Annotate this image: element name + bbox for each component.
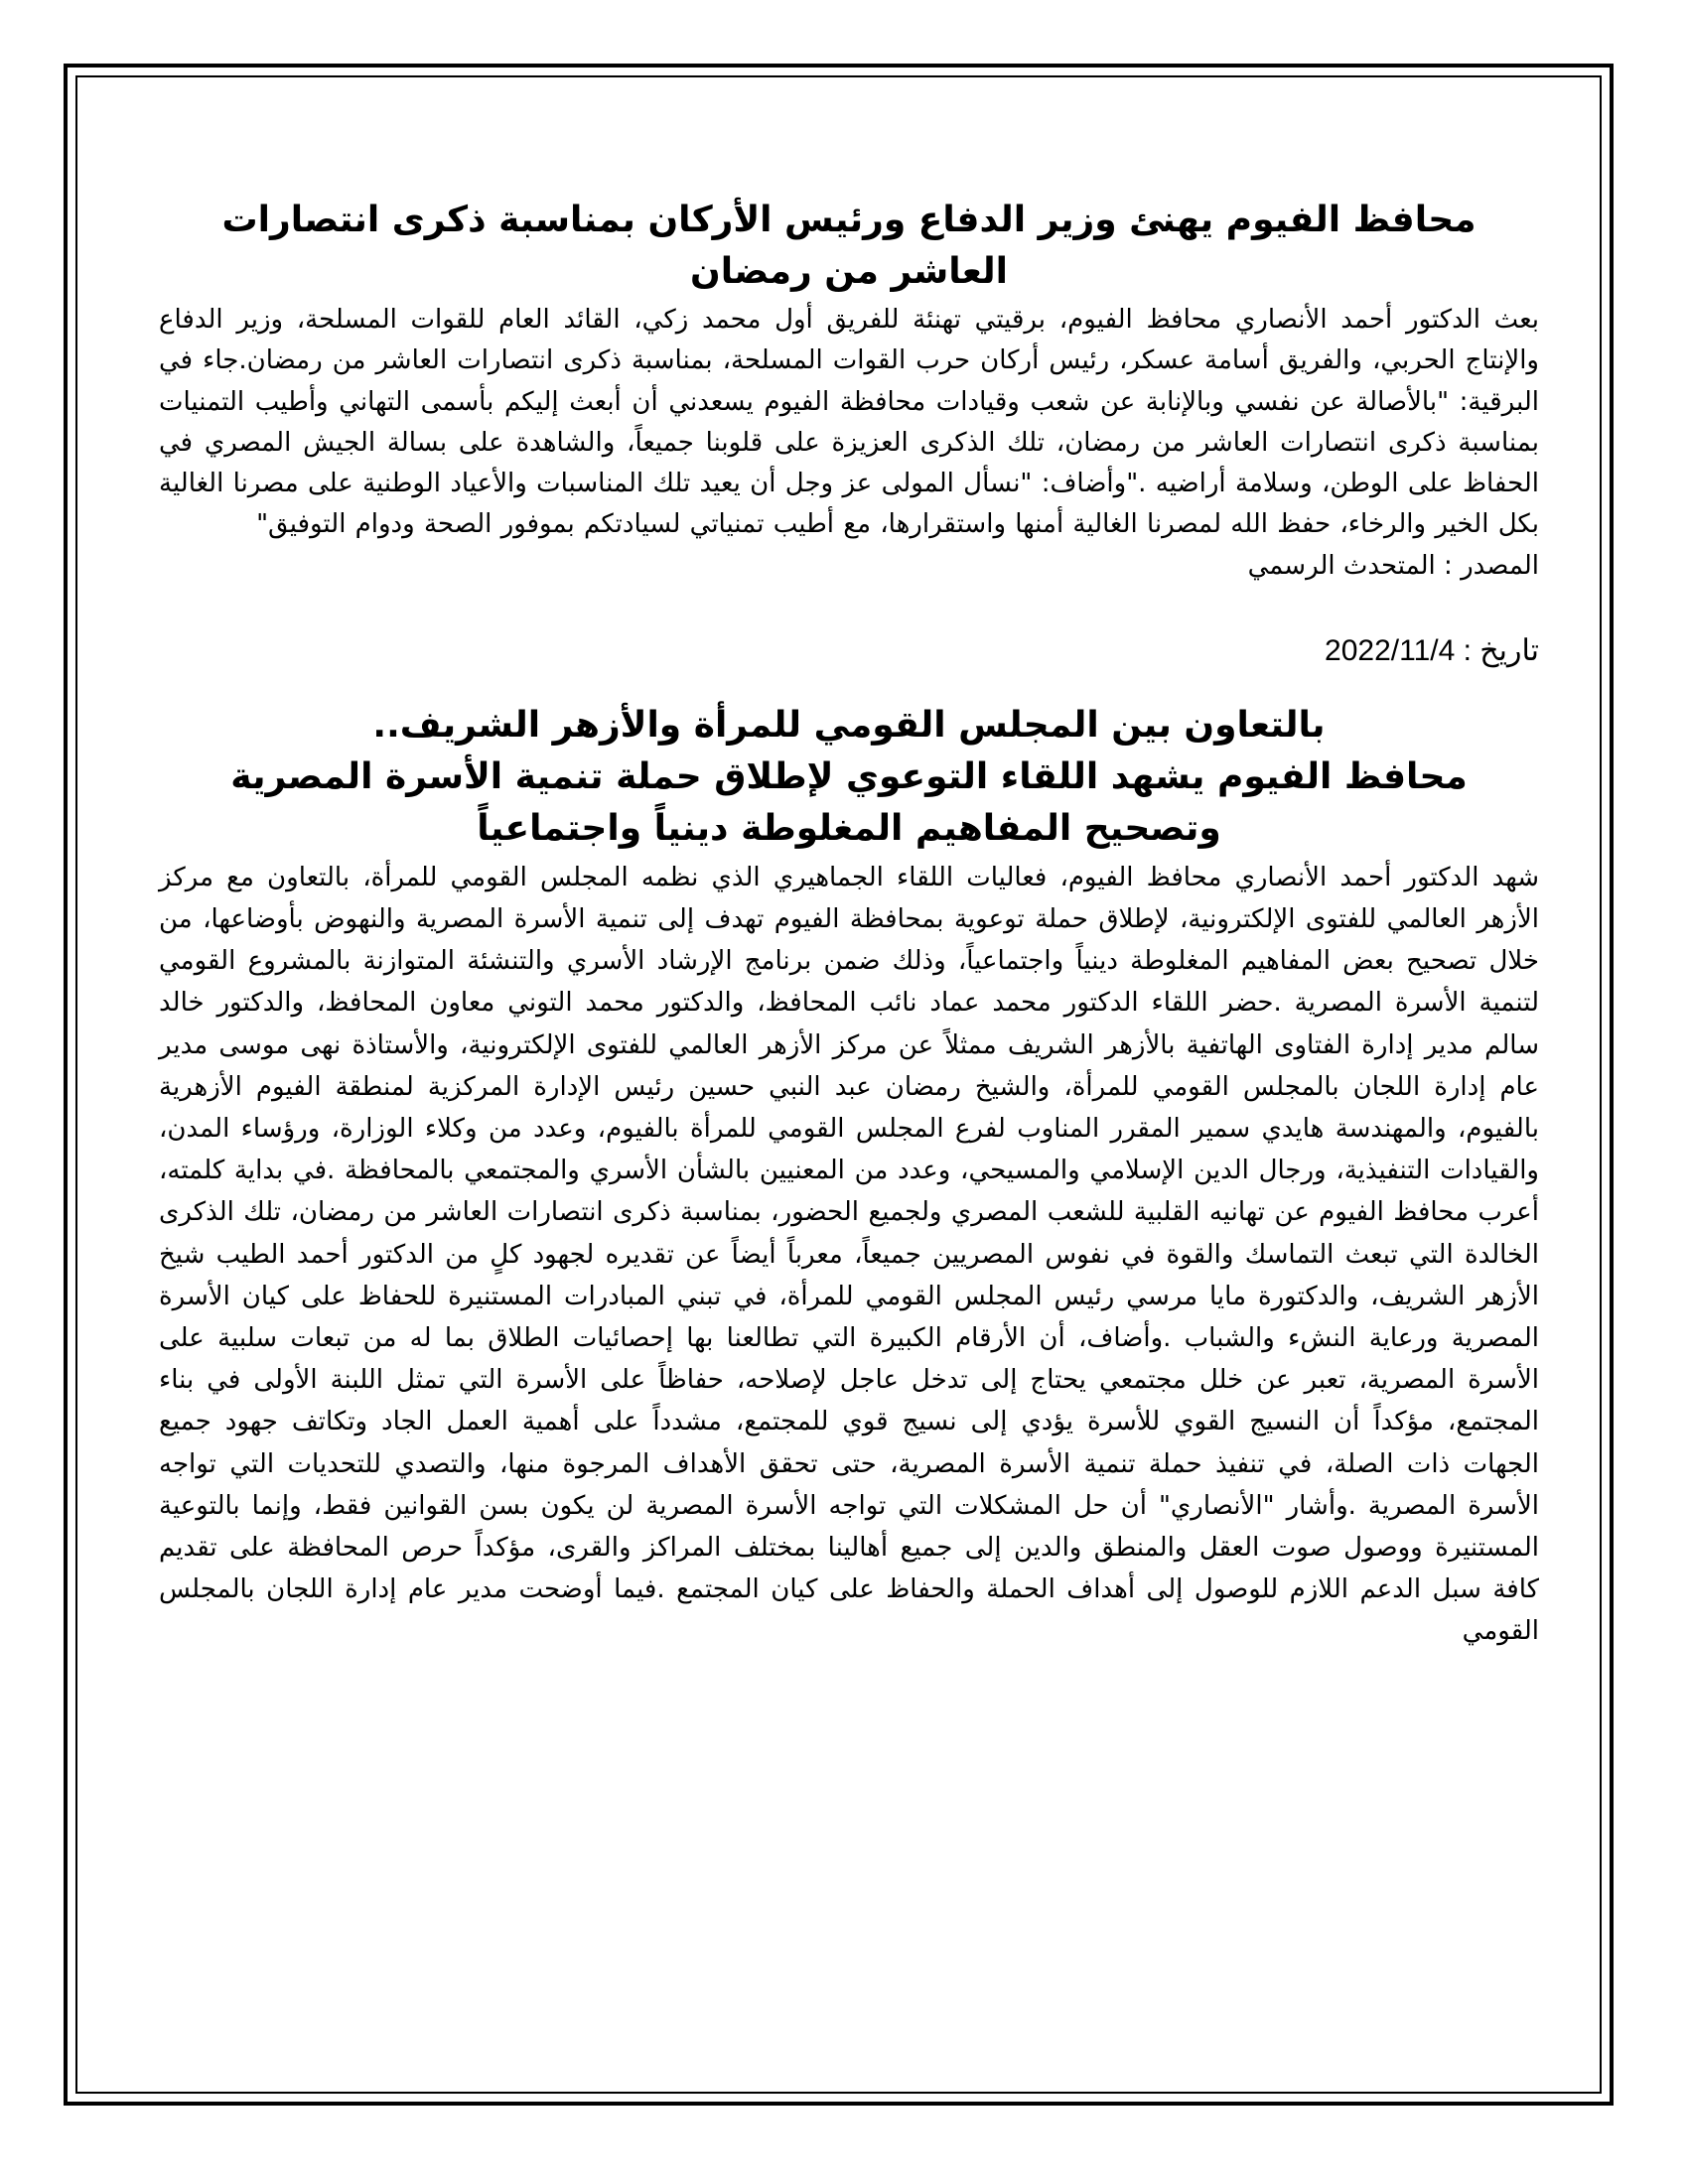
article-1-date: تاريخ : 2022/11/4 [1325, 633, 1539, 667]
article-1-title: محافظ الفيوم يهنئ وزير الدفاع ورئيس الأركان بمناسبة ذكرى انتصارات العاشر من رمضان [221, 200, 1477, 292]
article-1-body: بعث الدكتور أحمد الأنصاري محافظ الفيوم، برقيتي تهنئة للفريق أول محمد زكي، القائد العام للقوات المسلحة، وزير الدفاع والإنتاج الحربي، والفريق أسامة عسكر، رئيس أركان حرب القوات المسلحة، بمناسبة ذكرى انتصارات العاشر من رمضان.جاء في البرقية: "بالأصالة عن نفسي وبالإنابة عن شعب وقيادات محافظة الفيوم يسعدني أن أبعث إليكم بأسمى التهاني وأطيب التمنيات بمناسبة ذكرى انتصارات العاشر من رمضان، تلك الذكرى العزيزة على قلوبنا جميعاً، والشاهدة على بسالة الجيش المصري في الحفاظ على الوطن، وسلامة أراضيه ."وأضاف: "نسأل المولى عز وجل أن يعيد تلك المناسبات والأعياد الوطنية على مصرنا الغالية بكل الخير والرخاء، حفظ الله لمصرنا الغالية أمنها واستقرارها، مع أطيب تمنياتي لسيادتكم بموفور الصحة ودوام التوفيق" [159, 305, 1539, 540]
article-1-source: المصدر : المتحدث الرسمي [1247, 550, 1539, 581]
article-2-body: شهد الدكتور أحمد الأنصاري محافظ الفيوم، فعاليات اللقاء الجماهيري الذي نظمه المجلس القومي للمرأة، بالتعاون مع مركز الأزهر العالمي للفتوى الإلكترونية، لإطلاق حملة توعوية بمحافظة الفيوم تهدف إلى تنمية الأسرة المصرية والنهوض بأوضاعها، من خلال تصحيح بعض المفاهيم المغلوطة دينياً واجتماعياً، وذلك ضمن برنامج الإرشاد الأسري والتنشئة المتوازنة بالمشروع القومي لتنمية الأسرة المصرية .حضر اللقاء الدكتور محمد عماد نائب المحافظ، والدكتور محمد التوني معاون المحافظ، والدكتور خالد سالم مدير إدارة الفتاوى الهاتفية بالأزهر الشريف ممثلاً عن مركز الأزهر العالمي للفتوى الإلكترونية، والأستاذة نهى موسى مدير عام إدارة اللجان بالمجلس القومي للمرأة، والشيخ رمضان عبد النبي حسين رئيس الإدارة المركزية لمنطقة الفيوم الأزهرية بالفيوم، والمهندسة هايدي سمير المقرر المناوب لفرع المجلس القومي للمرأة بالفيوم، وعدد من وكلاء الوزارة، ورؤساء المدن، والقيادات التنفيذية، ورجال الدين الإسلامي والمسيحي، وعدد من المعنيين بالشأن الأسري والمجتمعي بالمحافظة .في بداية كلمته، أعرب محافظ الفيوم عن تهانيه القلبية للشعب المصري ولجميع الحضور، بمناسبة ذكرى انتصارات العاشر من رمضان، تلك الذكرى الخالدة التي تبعث التماسك والقوة في نفوس المصريين جميعاً، معرباً أيضاً عن تقديره لجهود كلٍ من الدكتور أحمد الطيب شيخ الأزهر الشريف، والدكتورة مايا مرسي رئيس المجلس القومي للمرأة، في تبني المبادرات المستنيرة للحفاظ على كيان الأسرة المصرية ورعاية النشء والشباب .وأضاف، أن الأرقام الكبيرة التي تطالعنا بها إحصائيات الطلاق بما له من تبعات سلبية على الأسرة المصرية، تعبر عن خلل مجتمعي يحتاج إلى تدخل عاجل لإصلاحه، حفاظاً على الأسرة التي تمثل اللبنة الأولى في بناء المجتمع، مؤكداً أن النسيج القوي للأسرة يؤدي إلى نسيج قوي للمجتمع، مشدداً على أهمية العمل الجاد وتكاتف جهود جميع الجهات ذات الصلة، في تنفيذ حملة تنمية الأسرة المصرية، حتى تحقق الأهداف المرجوة منها، والتصدي للتحديات التي تواجه الأسرة المصرية .وأشار "الأنصاري" أن حل المشكلات التي تواجه الأسرة المصرية لن يكون بسن القوانين فقط، وإنما بالتوعية المستنيرة ووصول صوت العقل والمنطق والدين إلى جميع أهالينا بمختلف المراكز والقرى، مؤكداً حرص المحافظة على تقديم كافة سبل الدعم اللازم للوصول إلى أهداف الحملة والحفاظ على كيان المجتمع .فيما أوضحت مدير عام إدارة اللجان بالمجلس القومي [159, 862, 1539, 1647]
article-1 [159, 195, 1539, 672]
document-content [159, 195, 1539, 1653]
article-2-title: محافظ الفيوم يشهد اللقاء التوعوي لإطلاق حملة تنمية الأسرة المصرية وتصحيح المفاهيم المغلوطة دينياً واجتماعياً [230, 755, 1468, 849]
article-2-kicker: بالتعاون بين المجلس القومي للمرأة والأزهر الشريف.. [372, 704, 1326, 746]
article-2 [159, 700, 1539, 1653]
